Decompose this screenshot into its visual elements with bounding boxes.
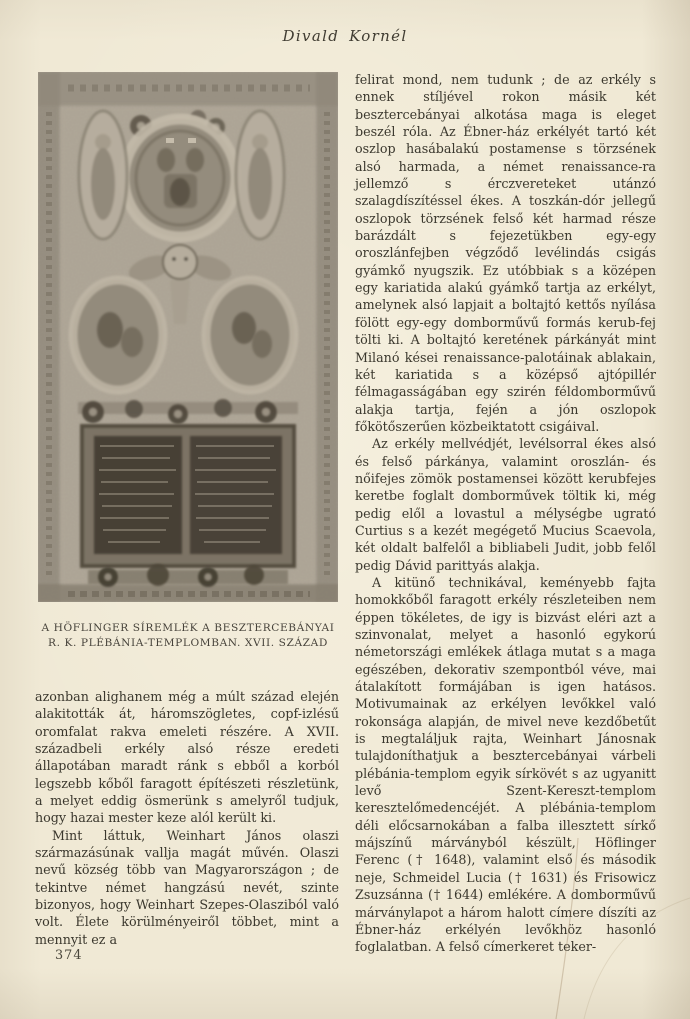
tombstone-photograph <box>38 72 338 602</box>
paragraph: Az erkély mellvédjét, levélsorral ékes alsó és felső párkánya, valamint oroszlán- és nőifejes zömök postamensei között kerubfejes keretbe foglalt domborművek töltik ki, még pedig elől a lovastul a mélységbe ugrató Curtius s a kezét megégető Mucius Scaevola, két oldalt balfelől a bibliabeli Judit, jobb felől pedig Dávid parittyás alakja. <box>355 436 656 573</box>
inscription-tablets <box>82 426 294 566</box>
running-header: Divald Kornél <box>282 27 408 45</box>
figure-caption-line2: R. K. PLÉBÁNIA-TEMPLOMBAN. XVII. SZÁZAD <box>48 637 328 649</box>
coat-of-arms-medallion <box>124 119 236 237</box>
paragraph: felirat mond, nem tudunk ; de az erkély s ennek stíljével rokon másik két besztercebányai alkotása maga is eleget beszél róla. Az Ébner-ház erkélyét tartó két oszlop hasábalakú postamense s törzsének alsó harmada, a német renaissance-ra jellemző s érczvereteket utánzó szalagdíszítéssel ékes. A toszkán-dór jellegű oszlopok törzsének felső két harmad része barázdált s fejezetükben egy-egy oroszlánfejben végződő levélindás csigás gyámkő nyugszik. Ez utóbbiak s a középen egy kariatida alakú gyámkő tartja az erkélyt, amelynek alsó lapjait a boltajtó kettős nyílása fölött egy-egy domborművű formás kerub-fej tölti ki. A boltajtó keretének párkányát mint Milanó kései renaissance-palotáinak ablakain, két kariatida s a középső ajtópillér félmagasságában egy szirén féldomborművű alakja tartja, fején a jón oszlopok főkötőszerűen közbeiktatott csigáival. <box>355 72 656 434</box>
figure-caption-line1: A HÖFLINGER SÍREMLÉK A BESZTERCEBÁNYAI <box>41 622 335 634</box>
medallion-lower-right <box>206 280 294 390</box>
medallion-lower-left <box>73 280 163 390</box>
figure-caption <box>30 621 346 651</box>
angel-figure-right <box>236 111 284 239</box>
page-number: 374 <box>55 948 83 963</box>
right-text-column <box>355 71 656 956</box>
paragraph: Mint láttuk, Weinhart János olaszi származásúnak vallja magát művén. Olaszi nevű község több van Magyarországon ; de tekintve német hangzású nevét, szinte bizonyos, hogy Weinhart Szepes-Olasziból való volt. Élete körülményeiről többet, mint a mennyit ez a <box>35 827 339 947</box>
left-text-column <box>35 688 339 948</box>
angel-figure-left <box>79 111 127 239</box>
paragraph: A kitünő technikával, keményebb fajta homokkőből faragott erkély részleteiben nem éppen tökéletes, de igy is bizvást eléri azt a szinvonalat, melyet a hasonló egykorú németországi emlékek átlaga mutat s a maga egészében, dekorativ szempontból véve, mai átalakított formájában is igen hatásos. Motivumainak az erkélyen levőkkel való rokonsága alapján, de mivel neve kezdőbetűt is megtaláljuk rajta, Weinhart Jánosnak tulajdoníthatjuk a besztercebányai várbeli plébánia-templom egyik sírkövét s az ugyanitt levő Szent-Kereszt-templom keresztelőmedencéjét. A plébánia-templom déli előcsarnokában a falba illesztett sírkő májszínű márványból készült, Höflinger Ferenc († 1648), valamint első és második neje, Schmeidel Lucia († 1631) és Frisowicz Zsuzsánna († 1644) emlékére. A domborművű márványlapot a három halott címere díszíti az Ébner-ház erkélyén levőkhöz hasonló foglalatban. A felső címerkeret teker- <box>355 574 656 955</box>
paragraph: azonban alighanem még a múlt század elején alakitották át, háromszögletes, copf-izlésű oromfalat rakva emeleti részére. A XVII. századbeli erkély alsó része eredeti állapotában maradt ránk s ebből a korból legszebb kőből faragott építészeti részletünk, a melyet eddig ösmerünk s amelyről tudjuk, hogy hazai mester keze alól került ki. <box>35 689 339 826</box>
tombstone-photo-art <box>38 72 338 602</box>
